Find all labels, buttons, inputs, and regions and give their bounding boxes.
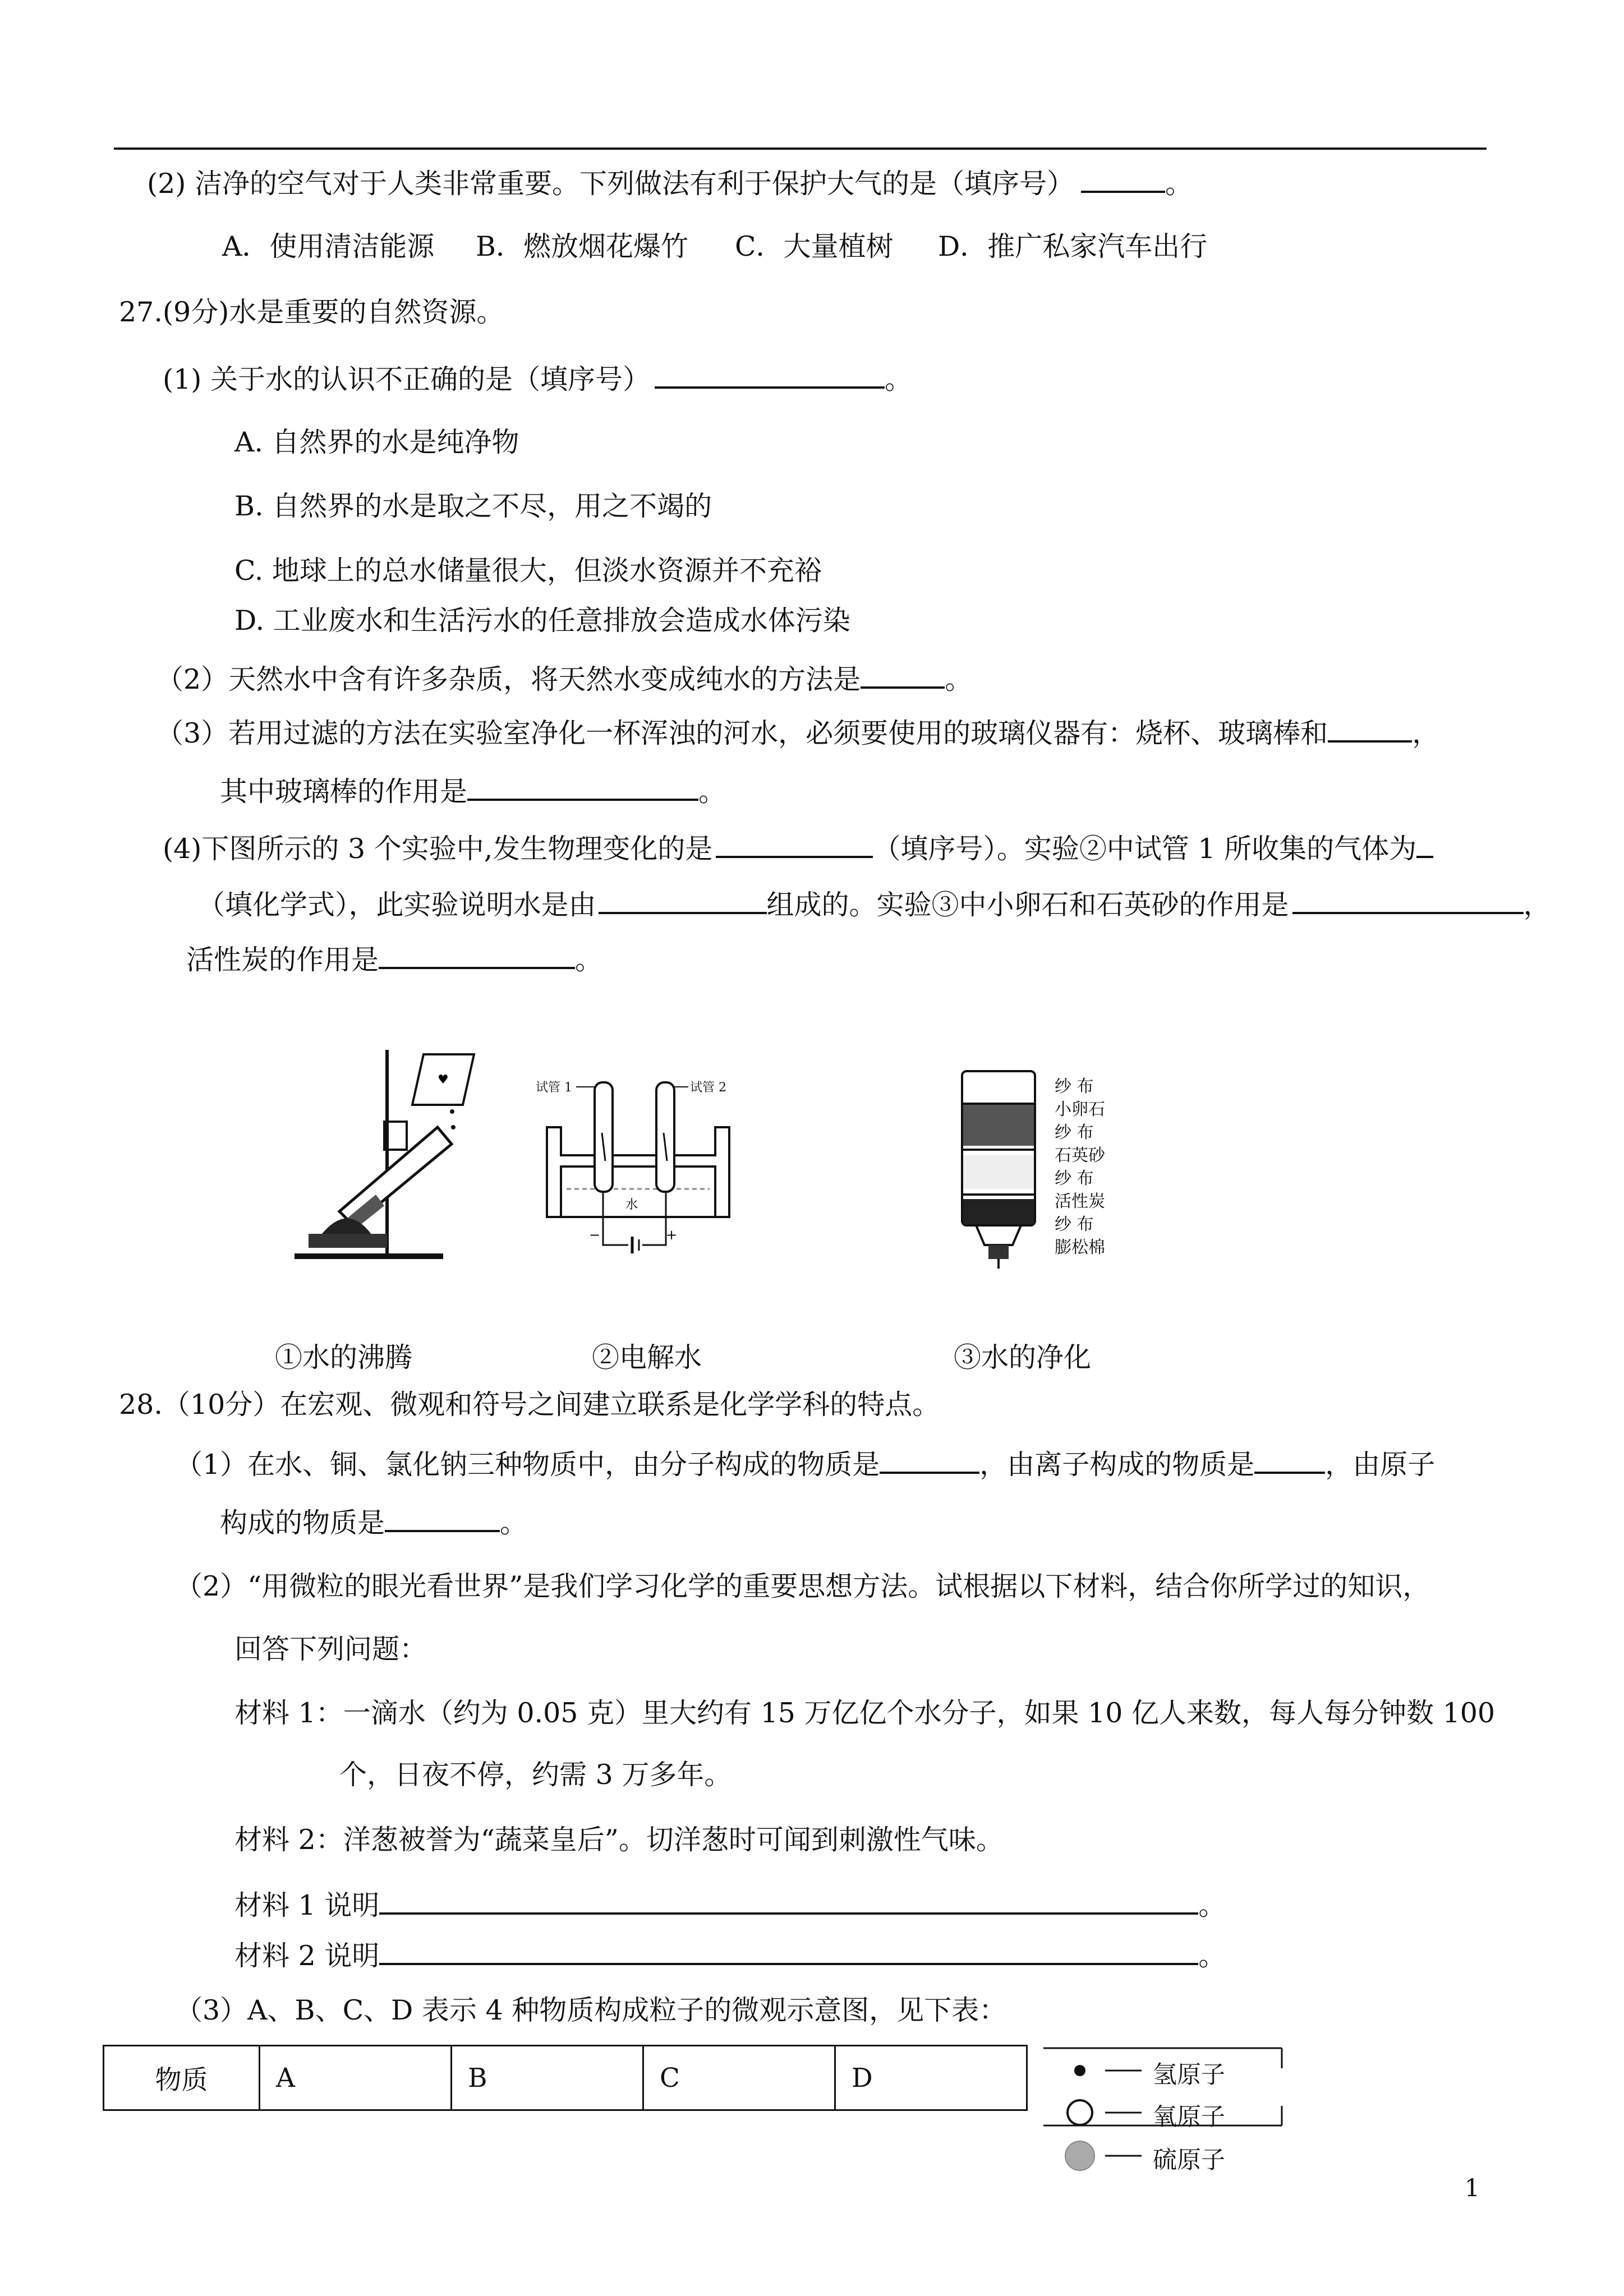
q27-2-stem: （2）天然水中含有许多杂质，将天然水变成纯水的方法是 。	[156, 662, 972, 697]
material-2-explain: 材料 2 说明 。	[234, 1938, 1226, 1973]
tube-2-label: 试管 2	[690, 1081, 726, 1095]
water-filter-figure	[954, 1066, 1043, 1273]
particle-table	[103, 2045, 1028, 2111]
filter-layer-5: 纱 布	[1055, 1169, 1094, 1188]
answer-blank[interactable]	[599, 887, 767, 914]
q27-4-line3: 活性炭的作用是 。	[186, 942, 602, 977]
answer-blank[interactable]	[379, 1888, 1198, 1915]
q27-4-line1: (4)下图所示的 3 个实验中,发生物理变化的是 （填序号）。实验②中试管 1 所收集的气体为	[163, 831, 1433, 866]
table-header-c: C	[643, 2046, 835, 2110]
q27-option-a: A. 自然界的水是纯净物	[234, 426, 519, 458]
answer-blank[interactable]	[1292, 887, 1524, 914]
q27-3-stem-line1: （3）若用过滤的方法在实验室净化一杯浑浊的河水，必须要使用的玻璃仪器有：烧杯、玻璃棒和 ，	[156, 716, 1439, 750]
q26-option-d: D．推广私家汽车出行	[938, 230, 1208, 262]
q26-option-b: B．燃放烟花爆竹	[476, 230, 689, 262]
answer-blank[interactable]	[1328, 716, 1412, 743]
q26-option-a: A．使用清洁能源	[222, 230, 435, 262]
electrolysis-figure	[536, 1077, 749, 1262]
table-header-b: B	[452, 2046, 643, 2110]
q27-3-stem-line2: 其中玻璃棒的作用是 。	[220, 774, 726, 809]
material-2: 材料 2：洋葱被誉为“蔬菜皇后”。切洋葱时可闻到刺激性气味。	[234, 1824, 1004, 1856]
material-1-explain: 材料 1 说明 。	[234, 1888, 1226, 1922]
legend-oxygen: 氧原子	[1153, 2103, 1225, 2131]
water-label: 水	[625, 1198, 638, 1212]
q28-2-line1: （2）“用微粒的眼光看世界”是我们学习化学的重要思想方法。试根据以下材料，结合你所学过的知识，	[175, 1570, 1430, 1602]
q28-2-line2: 回答下列问题：	[234, 1633, 427, 1665]
filter-layer-1: 纱 布	[1055, 1077, 1094, 1096]
figure-1-caption: ①水的沸腾	[275, 1341, 413, 1373]
answer-blank[interactable]	[716, 831, 873, 858]
answer-blank[interactable]	[861, 662, 945, 689]
q27-option-d: D. 工业废水和生活污水的任意排放会造成水体污染	[234, 605, 850, 637]
q27-option-c: C. 地球上的总水储量很大，但淡水资源并不充裕	[234, 555, 822, 587]
q27-title: 27.(9分)水是重要的自然资源。	[119, 296, 504, 328]
filter-layer-8: 膨松棉	[1055, 1238, 1105, 1257]
table-header-substance: 物质	[104, 2046, 260, 2110]
boiling-water-figure	[286, 1043, 477, 1262]
answer-blank[interactable]	[385, 1505, 500, 1532]
q27-1-stem: (1) 关于水的认识不正确的是（填序号） 。	[163, 362, 912, 397]
table-header-a: A	[260, 2046, 452, 2110]
answer-blank[interactable]	[379, 1938, 1198, 1965]
answer-blank[interactable]	[467, 774, 698, 801]
q26-option-c: C．大量植树	[735, 230, 894, 262]
filter-layer-7: 纱 布	[1055, 1215, 1094, 1234]
legend-hydrogen: 氢原子	[1153, 2061, 1225, 2089]
figure-3-caption: ③水的净化	[954, 1341, 1092, 1373]
hydrogen-atom-icon	[1074, 2065, 1085, 2076]
q28-1-line2: 构成的物质是 。	[220, 1505, 527, 1540]
sulfur-atom-icon	[1065, 2141, 1094, 2170]
q28-1-line1: （1）在水、铜、氯化钠三种物质中，由分子构成的物质是 ，由离子构成的物质是 ，由原子	[175, 1447, 1435, 1482]
page-number: 1	[1464, 2174, 1480, 2202]
table-header-d: D	[835, 2046, 1027, 2110]
svg-text:♥: ♥	[438, 1073, 449, 1087]
q26-2-stem: (2) 洁净的空气对于人类非常重要。下列做法有利于保护大气的是（填序号） 。	[147, 166, 1193, 201]
answer-blank[interactable]	[880, 1447, 979, 1474]
answer-blank[interactable]	[655, 362, 885, 389]
q27-4-line2: （填化学式），此实验说明水是由 组成的。实验③中小卵石和石英砂的作用是 ，	[197, 887, 1551, 922]
figure-2-caption: ②电解水	[592, 1341, 702, 1373]
oxygen-atom-icon	[1068, 2100, 1092, 2125]
answer-blank[interactable]	[1081, 166, 1165, 193]
header-rule	[114, 147, 1487, 150]
answer-blank[interactable]	[1254, 1447, 1325, 1474]
material-1-line2: 个，日夜不停，约需 3 万多年。	[339, 1759, 732, 1791]
filter-layer-3: 纱 布	[1055, 1123, 1094, 1142]
svg-text:+: +	[666, 1227, 678, 1243]
q28-3-stem: （3）A、B、C、D 表示 4 种物质构成粒子的微观示意图，见下表：	[175, 1994, 1007, 2026]
answer-blank[interactable]	[379, 942, 575, 969]
answer-blank[interactable]	[1416, 831, 1433, 858]
tube-1-label: 试管 1	[536, 1081, 572, 1095]
q27-option-b: B. 自然界的水是取之不尽，用之不竭的	[234, 490, 712, 522]
legend-sulfur: 硫原子	[1153, 2146, 1225, 2174]
filter-layer-6: 活性炭	[1055, 1192, 1105, 1211]
q28-title: 28.（10分）在宏观、微观和符号之间建立联系是化学学科的特点。	[119, 1389, 940, 1421]
svg-text:−: −	[589, 1227, 601, 1243]
table-row	[104, 2046, 1027, 2110]
filter-layer-2: 小卵石	[1055, 1100, 1105, 1119]
filter-layer-labels	[1055, 1072, 1144, 1256]
filter-layer-4: 石英砂	[1055, 1146, 1105, 1165]
material-1-line1: 材料 1：一滴水（约为 0.05 克）里大约有 15 万亿亿个水分子，如果 10 亿人来数，每人每分钟数 100	[234, 1697, 1496, 1729]
